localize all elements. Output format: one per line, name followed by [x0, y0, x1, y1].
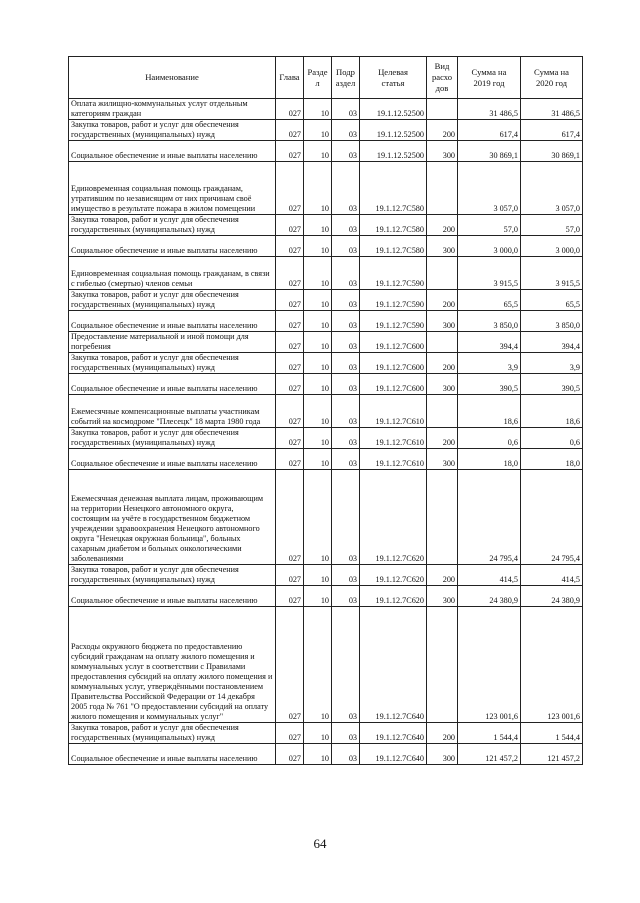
cell-sum-2020: 121 457,2 [521, 744, 583, 765]
cell-glava: 027 [276, 141, 304, 162]
cell-razdel: 10 [304, 449, 332, 470]
cell-glava: 027 [276, 565, 304, 586]
cell-podrazdel: 03 [332, 120, 360, 141]
table-row [69, 395, 583, 428]
cell-glava: 027 [276, 162, 304, 215]
cell-razdel: 10 [304, 120, 332, 141]
cell-name: Закупка товаров, работ и услуг для обеспечения государственных (муниципальных) нужд [69, 120, 276, 141]
cell-expense-type: 300 [427, 236, 458, 257]
cell-podrazdel: 03 [332, 744, 360, 765]
cell-glava: 027 [276, 120, 304, 141]
cell-name: Социальное обеспечение и иные выплаты населению [69, 744, 276, 765]
cell-podrazdel: 03 [332, 395, 360, 428]
cell-razdel: 10 [304, 586, 332, 607]
cell-expense-type [427, 607, 458, 723]
table-row [69, 744, 583, 765]
cell-target-article: 19.1.12.7С620 [360, 470, 427, 565]
cell-glava: 027 [276, 470, 304, 565]
cell-sum-2019: 1 544,4 [458, 723, 521, 744]
cell-razdel: 10 [304, 565, 332, 586]
cell-sum-2019: 394,4 [458, 332, 521, 353]
cell-target-article: 19.1.12.7С590 [360, 257, 427, 290]
cell-sum-2020: 30 869,1 [521, 141, 583, 162]
cell-sum-2020: 3 915,5 [521, 257, 583, 290]
cell-name: Предоставление материальной и иной помощи для погребения [69, 332, 276, 353]
cell-target-article: 19.1.12.7С640 [360, 723, 427, 744]
header-expense-type: Вид расхо дов [427, 57, 458, 99]
cell-target-article: 19.1.12.7С620 [360, 586, 427, 607]
cell-target-article: 19.1.12.7С610 [360, 395, 427, 428]
cell-target-article: 19.1.12.7С580 [360, 236, 427, 257]
cell-razdel: 10 [304, 353, 332, 374]
cell-expense-type: 300 [427, 586, 458, 607]
cell-glava: 027 [276, 449, 304, 470]
cell-target-article: 19.1.12.7С600 [360, 353, 427, 374]
cell-target-article: 19.1.12.52500 [360, 141, 427, 162]
cell-glava: 027 [276, 723, 304, 744]
table-row [69, 470, 583, 565]
cell-expense-type: 300 [427, 311, 458, 332]
cell-sum-2019: 18,0 [458, 449, 521, 470]
cell-target-article: 19.1.12.7С610 [360, 428, 427, 449]
cell-razdel: 10 [304, 470, 332, 565]
cell-expense-type [427, 395, 458, 428]
table-row [69, 257, 583, 290]
cell-sum-2019: 3 057,0 [458, 162, 521, 215]
cell-expense-type: 200 [427, 215, 458, 236]
cell-glava: 027 [276, 215, 304, 236]
cell-sum-2020: 3 850,0 [521, 311, 583, 332]
page-number: 64 [313, 836, 327, 851]
table-row [69, 236, 583, 257]
cell-name: Ежемесячная денежная выплата лицам, проживающим на территории Ненецкого автономного округа, состоящим на учёте в государственном бюджетном учреждении здравоохранения Ненецкого автономного округа "Ненецкая окружная больница", больных сахарным диабетом и больных онкологическими заболеваниями [69, 470, 276, 565]
cell-sum-2020: 3 000,0 [521, 236, 583, 257]
cell-razdel: 10 [304, 723, 332, 744]
header-glava: Глава [276, 57, 304, 99]
cell-sum-2019: 24 795,4 [458, 470, 521, 565]
cell-sum-2020: 18,0 [521, 449, 583, 470]
cell-podrazdel: 03 [332, 428, 360, 449]
cell-target-article: 19.1.12.7С640 [360, 744, 427, 765]
cell-razdel: 10 [304, 428, 332, 449]
budget-table [68, 56, 583, 765]
cell-podrazdel: 03 [332, 723, 360, 744]
table-row [69, 311, 583, 332]
table-row [69, 449, 583, 470]
cell-podrazdel: 03 [332, 449, 360, 470]
header-razdel: Разде л [304, 57, 332, 99]
cell-sum-2020: 24 380,9 [521, 586, 583, 607]
cell-name: Закупка товаров, работ и услуг для обеспечения государственных (муниципальных) нужд [69, 723, 276, 744]
cell-razdel: 10 [304, 290, 332, 311]
cell-glava: 027 [276, 311, 304, 332]
cell-name: Социальное обеспечение и иные выплаты населению [69, 586, 276, 607]
cell-podrazdel: 03 [332, 236, 360, 257]
cell-target-article: 19.1.12.52500 [360, 99, 427, 120]
cell-sum-2019: 65,5 [458, 290, 521, 311]
cell-sum-2019: 390,5 [458, 374, 521, 395]
cell-target-article: 19.1.12.7С600 [360, 332, 427, 353]
cell-razdel: 10 [304, 162, 332, 215]
cell-expense-type: 300 [427, 449, 458, 470]
cell-podrazdel: 03 [332, 99, 360, 120]
table-row [69, 586, 583, 607]
cell-expense-type: 200 [427, 290, 458, 311]
cell-glava: 027 [276, 374, 304, 395]
cell-sum-2020: 3 057,0 [521, 162, 583, 215]
table-row [69, 120, 583, 141]
cell-target-article: 19.1.12.7С620 [360, 565, 427, 586]
cell-razdel: 10 [304, 141, 332, 162]
cell-razdel: 10 [304, 374, 332, 395]
cell-target-article: 19.1.12.7С580 [360, 162, 427, 215]
cell-name: Расходы окружного бюджета по предоставлению субсидий гражданам на оплату жилого помещения и коммунальных услуг в соответствии с Правилами предоставления субсидий на оплату жилого помещения и коммунальных услуг, утверждёнными постановлением Правительства Российской Федерации от 14 декабря 2005 года № 761 "О предоставлении субсидий на оплату жилого помещения и коммунальных услуг" [69, 607, 276, 723]
cell-target-article: 19.1.12.7С610 [360, 449, 427, 470]
cell-sum-2019: 3 915,5 [458, 257, 521, 290]
cell-expense-type: 200 [427, 353, 458, 374]
cell-expense-type: 200 [427, 428, 458, 449]
header-sum-2019: Сумма на 2019 год [458, 57, 521, 99]
table-row [69, 290, 583, 311]
cell-expense-type [427, 162, 458, 215]
cell-sum-2020: 394,4 [521, 332, 583, 353]
cell-name: Закупка товаров, работ и услуг для обеспечения государственных (муниципальных) нужд [69, 565, 276, 586]
cell-podrazdel: 03 [332, 332, 360, 353]
table-row [69, 428, 583, 449]
cell-sum-2019: 30 869,1 [458, 141, 521, 162]
cell-glava: 027 [276, 99, 304, 120]
cell-podrazdel: 03 [332, 374, 360, 395]
cell-expense-type [427, 99, 458, 120]
cell-sum-2019: 24 380,9 [458, 586, 521, 607]
cell-sum-2020: 390,5 [521, 374, 583, 395]
cell-sum-2020: 57,0 [521, 215, 583, 236]
cell-razdel: 10 [304, 257, 332, 290]
cell-target-article: 19.1.12.7С640 [360, 607, 427, 723]
cell-podrazdel: 03 [332, 290, 360, 311]
cell-expense-type [427, 332, 458, 353]
cell-podrazdel: 03 [332, 565, 360, 586]
cell-sum-2019: 18,6 [458, 395, 521, 428]
cell-sum-2020: 1 544,4 [521, 723, 583, 744]
table-row [69, 723, 583, 744]
table-row [69, 215, 583, 236]
cell-target-article: 19.1.12.7С600 [360, 374, 427, 395]
cell-razdel: 10 [304, 215, 332, 236]
cell-sum-2020: 414,5 [521, 565, 583, 586]
cell-expense-type: 200 [427, 723, 458, 744]
cell-sum-2020: 31 486,5 [521, 99, 583, 120]
header-podrazdel: Подр аздел [332, 57, 360, 99]
header-target-article: Целевая статья [360, 57, 427, 99]
cell-glava: 027 [276, 353, 304, 374]
table-row [69, 141, 583, 162]
cell-expense-type [427, 470, 458, 565]
table-row [69, 162, 583, 215]
cell-sum-2019: 123 001,6 [458, 607, 521, 723]
cell-name: Социальное обеспечение и иные выплаты населению [69, 236, 276, 257]
cell-glava: 027 [276, 586, 304, 607]
cell-name: Единовременная социальная помощь гражданам, в связи с гибелью (смертью) членов семьи [69, 257, 276, 290]
cell-glava: 027 [276, 744, 304, 765]
cell-glava: 027 [276, 607, 304, 723]
cell-sum-2020: 0,6 [521, 428, 583, 449]
header-name: Наименование [69, 57, 276, 99]
cell-sum-2020: 3,9 [521, 353, 583, 374]
cell-name: Закупка товаров, работ и услуг для обеспечения государственных (муниципальных) нужд [69, 428, 276, 449]
cell-podrazdel: 03 [332, 311, 360, 332]
cell-razdel: 10 [304, 607, 332, 723]
cell-expense-type: 200 [427, 120, 458, 141]
cell-sum-2020: 123 001,6 [521, 607, 583, 723]
cell-glava: 027 [276, 257, 304, 290]
cell-glava: 027 [276, 428, 304, 449]
cell-sum-2019: 414,5 [458, 565, 521, 586]
table-row [69, 99, 583, 120]
cell-razdel: 10 [304, 744, 332, 765]
table-row [69, 374, 583, 395]
table-row [69, 353, 583, 374]
cell-razdel: 10 [304, 332, 332, 353]
table-row [69, 607, 583, 723]
cell-razdel: 10 [304, 236, 332, 257]
cell-name: Оплата жилищно-коммунальных услуг отдельным категориям граждан [69, 99, 276, 120]
cell-glava: 027 [276, 395, 304, 428]
cell-expense-type: 300 [427, 374, 458, 395]
cell-sum-2019: 121 457,2 [458, 744, 521, 765]
cell-expense-type [427, 257, 458, 290]
cell-name: Социальное обеспечение и иные выплаты населению [69, 374, 276, 395]
cell-name: Закупка товаров, работ и услуг для обеспечения государственных (муниципальных) нужд [69, 215, 276, 236]
table-header-row [69, 57, 583, 99]
cell-sum-2020: 617,4 [521, 120, 583, 141]
header-sum-2020: Сумма на 2020 год [521, 57, 583, 99]
cell-podrazdel: 03 [332, 607, 360, 723]
cell-name: Социальное обеспечение и иные выплаты населению [69, 311, 276, 332]
cell-name: Ежемесячные компенсационные выплаты участникам событий на космодроме "Плесецк" 18 марта 1980 года [69, 395, 276, 428]
cell-podrazdel: 03 [332, 257, 360, 290]
cell-expense-type: 200 [427, 565, 458, 586]
cell-podrazdel: 03 [332, 141, 360, 162]
cell-glava: 027 [276, 332, 304, 353]
cell-target-article: 19.1.12.7С590 [360, 290, 427, 311]
cell-sum-2019: 3 850,0 [458, 311, 521, 332]
cell-name: Социальное обеспечение и иные выплаты населению [69, 141, 276, 162]
cell-razdel: 10 [304, 99, 332, 120]
cell-name: Социальное обеспечение и иные выплаты населению [69, 449, 276, 470]
cell-name: Единовременная социальная помощь гражданам, утратившим по независящим от них причинам своё имущество в результате пожара в жилом помещении [69, 162, 276, 215]
cell-glava: 027 [276, 290, 304, 311]
cell-target-article: 19.1.12.7С590 [360, 311, 427, 332]
cell-glava: 027 [276, 236, 304, 257]
cell-podrazdel: 03 [332, 215, 360, 236]
table-row [69, 565, 583, 586]
cell-sum-2019: 3,9 [458, 353, 521, 374]
table-body [69, 99, 583, 765]
cell-podrazdel: 03 [332, 586, 360, 607]
cell-sum-2019: 0,6 [458, 428, 521, 449]
cell-expense-type: 300 [427, 744, 458, 765]
cell-sum-2020: 18,6 [521, 395, 583, 428]
cell-sum-2019: 31 486,5 [458, 99, 521, 120]
cell-name: Закупка товаров, работ и услуг для обеспечения государственных (муниципальных) нужд [69, 353, 276, 374]
table-row [69, 332, 583, 353]
cell-razdel: 10 [304, 395, 332, 428]
cell-expense-type: 300 [427, 141, 458, 162]
cell-sum-2020: 24 795,4 [521, 470, 583, 565]
cell-sum-2020: 65,5 [521, 290, 583, 311]
cell-razdel: 10 [304, 311, 332, 332]
cell-target-article: 19.1.12.7С580 [360, 215, 427, 236]
cell-podrazdel: 03 [332, 470, 360, 565]
cell-sum-2019: 617,4 [458, 120, 521, 141]
cell-name: Закупка товаров, работ и услуг для обеспечения государственных (муниципальных) нужд [69, 290, 276, 311]
cell-podrazdel: 03 [332, 162, 360, 215]
cell-target-article: 19.1.12.52500 [360, 120, 427, 141]
cell-sum-2019: 57,0 [458, 215, 521, 236]
cell-podrazdel: 03 [332, 353, 360, 374]
cell-sum-2019: 3 000,0 [458, 236, 521, 257]
